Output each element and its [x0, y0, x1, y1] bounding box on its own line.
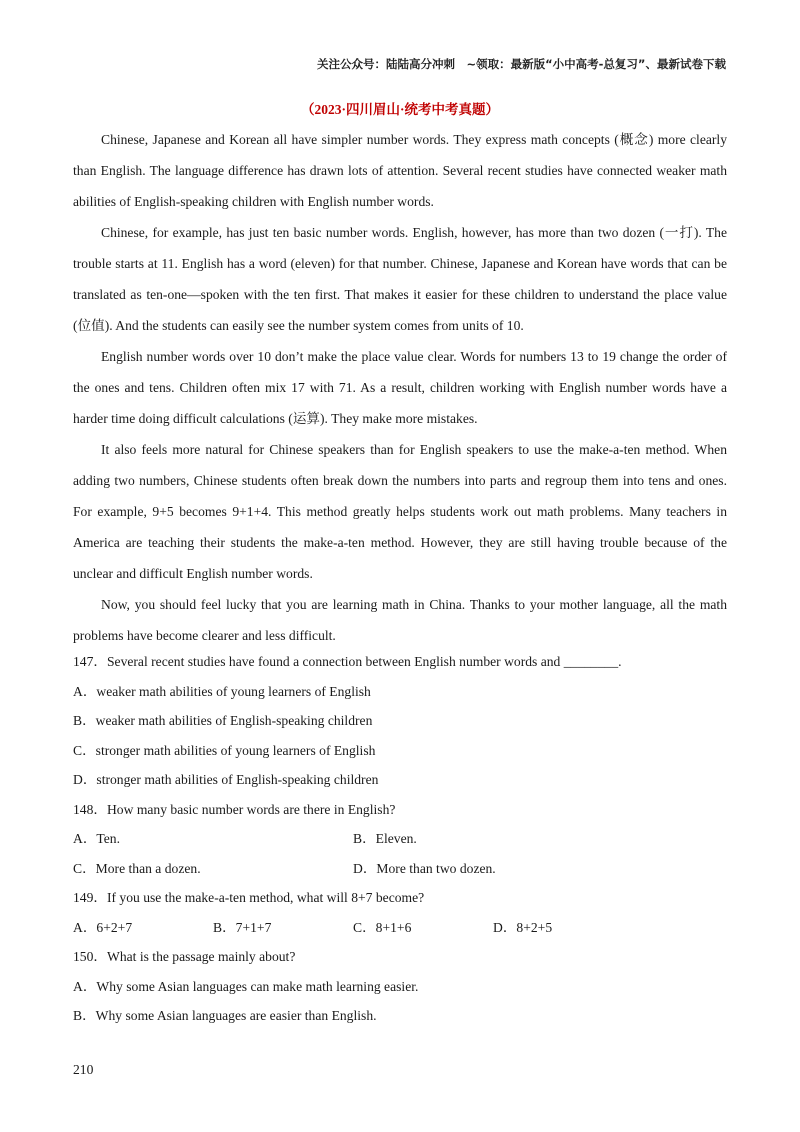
question-stem: 149．If you use the make-a-ten method, what will 8+7 become? [73, 890, 425, 905]
option-b: B．Eleven. [353, 831, 417, 846]
passage-paragraph: Chinese, Japanese and Korean all have simpler number words. They express math concepts (概念) more clearly than English. The language difference has drawn lots of attention. Several recent studies have connected weaker math abilities of English-speaking children with English number words. [73, 132, 727, 209]
question-150 [73, 942, 727, 1031]
option-a: A．weaker math abilities of young learners of English [73, 683, 371, 699]
passage-paragraph: English number words over 10 don’t make the place value clear. Words for numbers 13 to 19 change the order of the ones and tens. Children often mix 17 with 71. As a result, children working with English number words have a harder time doing difficult calculations (运算). They make more mistakes. [73, 349, 727, 426]
question-list [73, 647, 727, 1031]
option-d: D．8+2+5 [493, 919, 553, 935]
question-stem: 148．How many basic number words are there in English? [73, 801, 396, 817]
passage-paragraph: Now, you should feel lucky that you are learning math in China. Thanks to your mother language, all the math problems have become clearer and less difficult. [73, 597, 727, 643]
option-a: A．Ten. [73, 831, 120, 846]
passage-paragraph: Chinese, for example, has just ten basic number words. English, however, has more than two dozen (一打). The trouble starts at 11. English has a word (eleven) for that number. Chinese, Japanese and Korean have words that can be translated as ten-one—spoken with the ten first. That makes it easier for these children to understand the place value (位值). And the students can easily see the number system comes from units of 10. [73, 225, 727, 333]
option-c: C．More than a dozen. [73, 860, 201, 876]
option-b: B．weaker math abilities of English-speaking children [73, 713, 373, 728]
option-a: A．6+2+7 [73, 919, 133, 935]
option-a: A．Why some Asian languages can make math learning easier. [73, 978, 419, 994]
question-147 [73, 647, 727, 795]
option-b: B．Why some Asian languages are easier than English. [73, 1008, 377, 1023]
header-note: 关注公众号：陆陆高分冲刺 ~领取：最新版“小中高考-总复习”、最新试卷下载 [316, 57, 726, 71]
option-b: B．7+1+7 [213, 919, 272, 935]
option-c: C．8+1+6 [353, 919, 412, 935]
question-148 [73, 795, 727, 884]
option-d: D．stronger math abilities of English-speaking children [73, 772, 379, 787]
exam-source-tag: （2023·四川眉山·统考中考真题） [300, 102, 499, 117]
option-row [73, 913, 727, 943]
question-149 [73, 883, 727, 942]
reading-passage [73, 124, 727, 651]
option-d: D．More than two dozen. [353, 860, 496, 876]
passage-paragraph: It also feels more natural for Chinese speakers than for English speakers to use the make-a-ten method. When adding two numbers, Chinese students often break down the numbers into parts and regroup them into tens and ones. For example, 9+5 becomes 9+1+4. This method greatly helps students work out math problems. Many teachers in America are teaching their students the make-a-ten method. However, they are still having trouble because of the unclear and difficult English number words. [73, 442, 727, 581]
question-stem: 150．What is the passage mainly about? [73, 949, 296, 964]
question-stem: 147．Several recent studies have found a connection between English number words and ________. [73, 654, 622, 669]
option-row [73, 854, 727, 884]
option-c: C．stronger math abilities of young learners of English [73, 742, 376, 758]
option-row [73, 824, 727, 854]
page-number: 210 [73, 1062, 94, 1077]
